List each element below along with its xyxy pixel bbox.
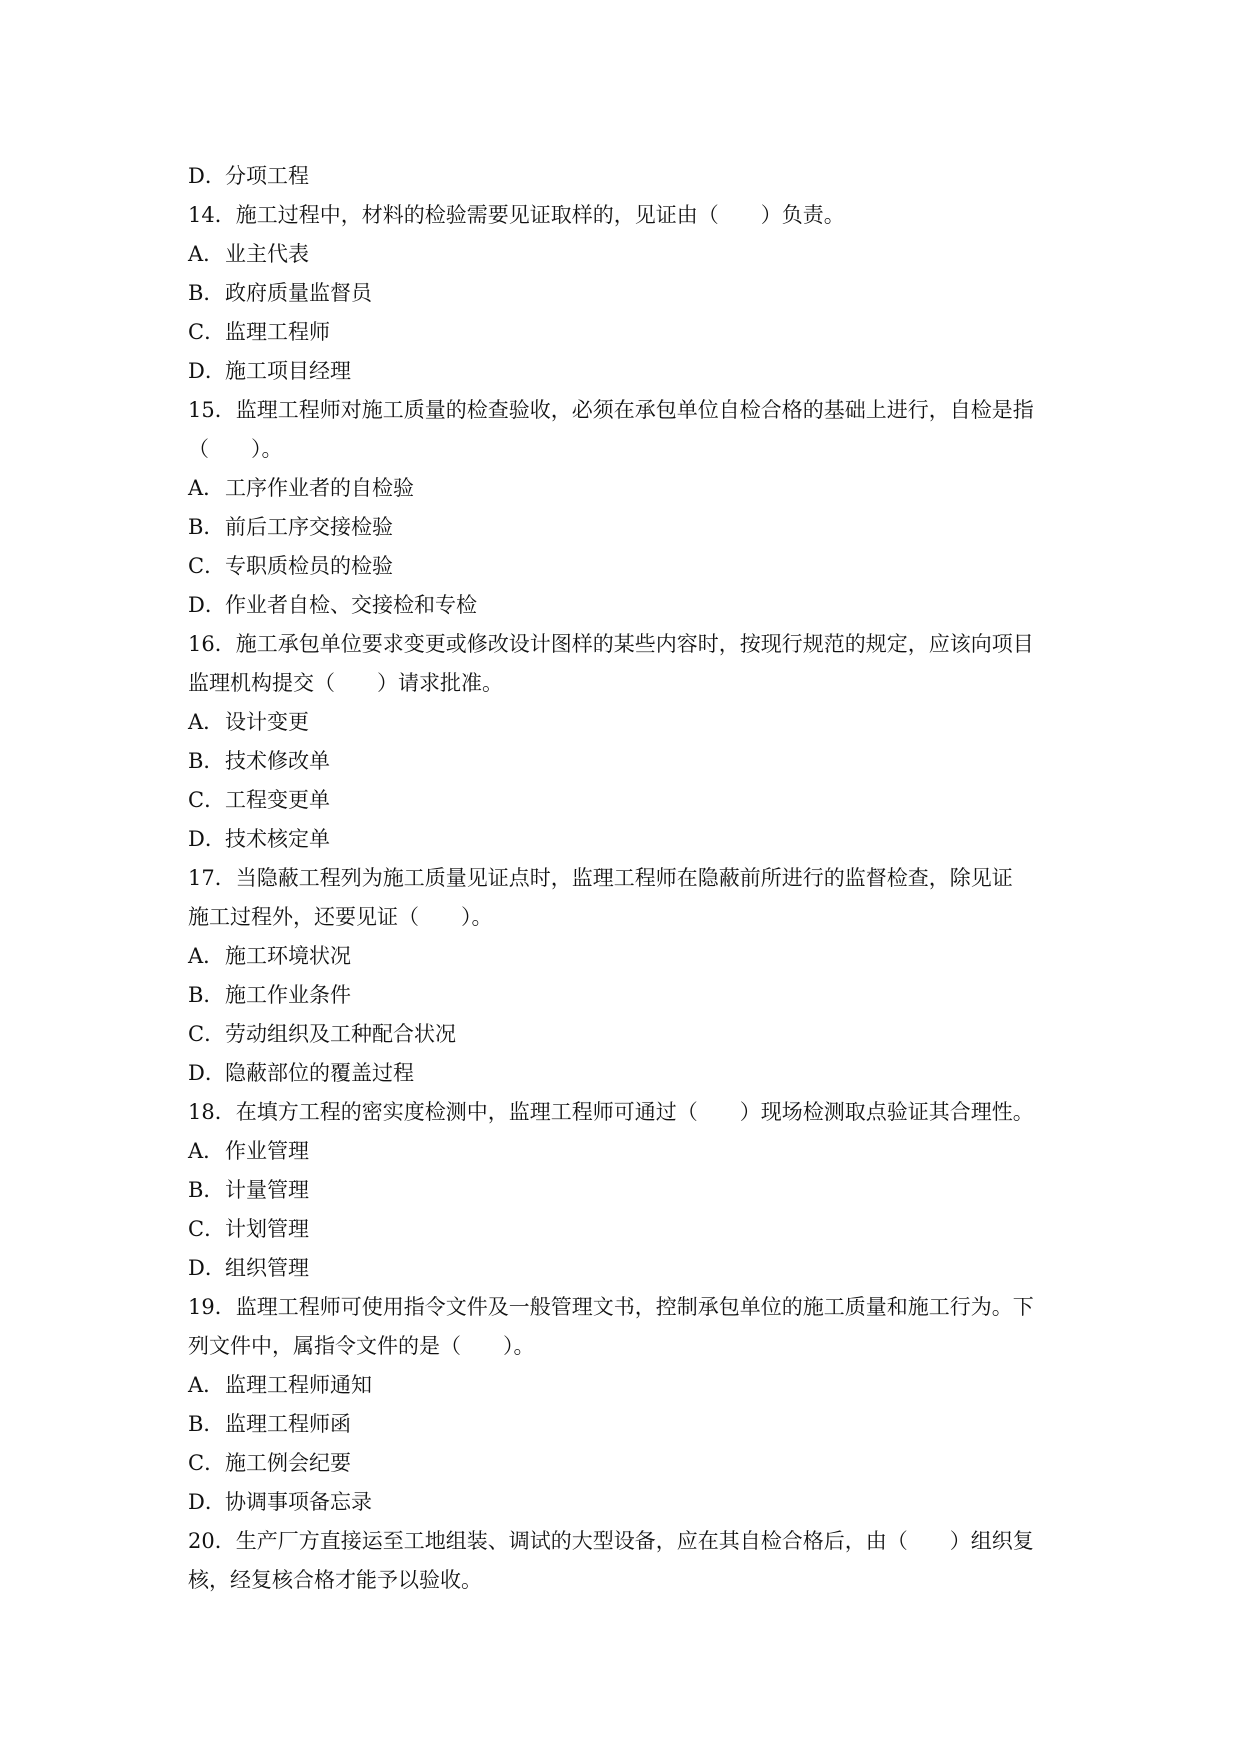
answer-option — [188, 820, 1068, 859]
answer-option — [188, 1444, 1068, 1483]
option-label: C． — [188, 1451, 226, 1475]
answer-option — [188, 781, 1068, 820]
option-text: 作业管理 — [225, 1139, 309, 1163]
answer-option — [188, 508, 1068, 547]
option-text: 监理工程师通知 — [225, 1373, 372, 1397]
answer-option — [188, 1483, 1068, 1522]
answer-option — [188, 547, 1068, 586]
option-text: 隐蔽部位的覆盖过程 — [225, 1061, 414, 1085]
option-text: 计划管理 — [225, 1217, 309, 1241]
option-label: D． — [188, 164, 226, 188]
option-text: 分项工程 — [225, 164, 309, 188]
option-text: 工程变更单 — [225, 788, 330, 812]
answer-option — [188, 586, 1068, 625]
option-label: A． — [188, 1373, 225, 1397]
option-text: 专职质检员的检验 — [225, 554, 393, 578]
answer-option — [188, 1249, 1068, 1288]
option-label: C． — [188, 320, 226, 344]
answer-option — [188, 1366, 1068, 1405]
option-label: B． — [188, 983, 225, 1007]
answer-option — [188, 1210, 1068, 1249]
option-label: D． — [188, 1490, 226, 1514]
option-label: D． — [188, 827, 226, 851]
option-text: 施工作业条件 — [225, 983, 351, 1007]
option-label: B． — [188, 281, 225, 305]
question-text: 15．监理工程师对施工质量的检查验收，必须在承包单位自检合格的基础上进行，自检是指 — [188, 398, 1034, 422]
option-label: B． — [188, 1178, 225, 1202]
option-text: 劳动组织及工种配合状况 — [225, 1022, 456, 1046]
question-text: （ ）。 — [188, 437, 283, 461]
question-text: 14．施工过程中，材料的检验需要见证取样的，见证由（ ）负责。 — [188, 203, 845, 227]
question-text: 16．施工承包单位要求变更或修改设计图样的某些内容时，按现行规范的规定，应该向项目 — [188, 632, 1034, 656]
option-text: 组织管理 — [225, 1256, 309, 1280]
document-page — [188, 157, 1068, 1600]
option-text: 施工例会纪要 — [225, 1451, 351, 1475]
option-label: A． — [188, 476, 225, 500]
answer-option — [188, 352, 1068, 391]
option-label: A． — [188, 242, 225, 266]
option-text: 工序作业者的自检验 — [225, 476, 414, 500]
option-label: D． — [188, 1256, 226, 1280]
option-label: A． — [188, 710, 225, 734]
answer-option — [188, 742, 1068, 781]
option-label: D． — [188, 593, 226, 617]
answer-option — [188, 313, 1068, 352]
option-text: 作业者自检、交接检和专检 — [225, 593, 477, 617]
question-text: 监理机构提交（ ）请求批准。 — [188, 671, 503, 695]
option-text: 计量管理 — [225, 1178, 309, 1202]
option-label: C． — [188, 554, 226, 578]
question-text: 列文件中，属指令文件的是（ ）。 — [188, 1334, 535, 1358]
option-text: 业主代表 — [225, 242, 309, 266]
option-label: A． — [188, 944, 225, 968]
option-label: B． — [188, 749, 225, 773]
option-text: 施工项目经理 — [225, 359, 351, 383]
option-label: D． — [188, 1061, 226, 1085]
answer-option — [188, 469, 1068, 508]
option-label: A． — [188, 1139, 225, 1163]
option-text: 监理工程师函 — [225, 1412, 351, 1436]
option-text: 设计变更 — [225, 710, 309, 734]
option-text: 协调事项备忘录 — [225, 1490, 372, 1514]
answer-option — [188, 937, 1068, 976]
option-text: 技术修改单 — [225, 749, 330, 773]
question-text: 19．监理工程师可使用指令文件及一般管理文书，控制承包单位的施工质量和施工行为。下 — [188, 1295, 1034, 1319]
option-label: C． — [188, 788, 226, 812]
question-text: 18．在填方工程的密实度检测中，监理工程师可通过（ ）现场检测取点验证其合理性。 — [188, 1100, 1034, 1124]
option-label: B． — [188, 515, 225, 539]
answer-option — [188, 1015, 1068, 1054]
answer-option — [188, 703, 1068, 742]
option-text: 技术核定单 — [225, 827, 330, 851]
answer-option — [188, 274, 1068, 313]
question-text: 17．当隐蔽工程列为施工质量见证点时，监理工程师在隐蔽前所进行的监督检查，除见证 — [188, 866, 1013, 890]
answer-option — [188, 157, 1068, 196]
question-text: 核，经复核合格才能予以验收。 — [188, 1568, 482, 1592]
answer-option — [188, 1405, 1068, 1444]
option-text: 监理工程师 — [225, 320, 330, 344]
option-text: 前后工序交接检验 — [225, 515, 393, 539]
option-label: C． — [188, 1217, 226, 1241]
question-text: 20．生产厂方直接运至工地组装、调试的大型设备，应在其自检合格后，由（ ）组织复 — [188, 1529, 1034, 1553]
answer-option — [188, 235, 1068, 274]
option-label: D． — [188, 359, 226, 383]
answer-option — [188, 1132, 1068, 1171]
question-text: 施工过程外，还要见证（ ）。 — [188, 905, 493, 929]
answer-option — [188, 1054, 1068, 1093]
option-text: 政府质量监督员 — [225, 281, 372, 305]
option-text: 施工环境状况 — [225, 944, 351, 968]
option-label: C． — [188, 1022, 226, 1046]
answer-option — [188, 1171, 1068, 1210]
answer-option — [188, 976, 1068, 1015]
option-label: B． — [188, 1412, 225, 1436]
